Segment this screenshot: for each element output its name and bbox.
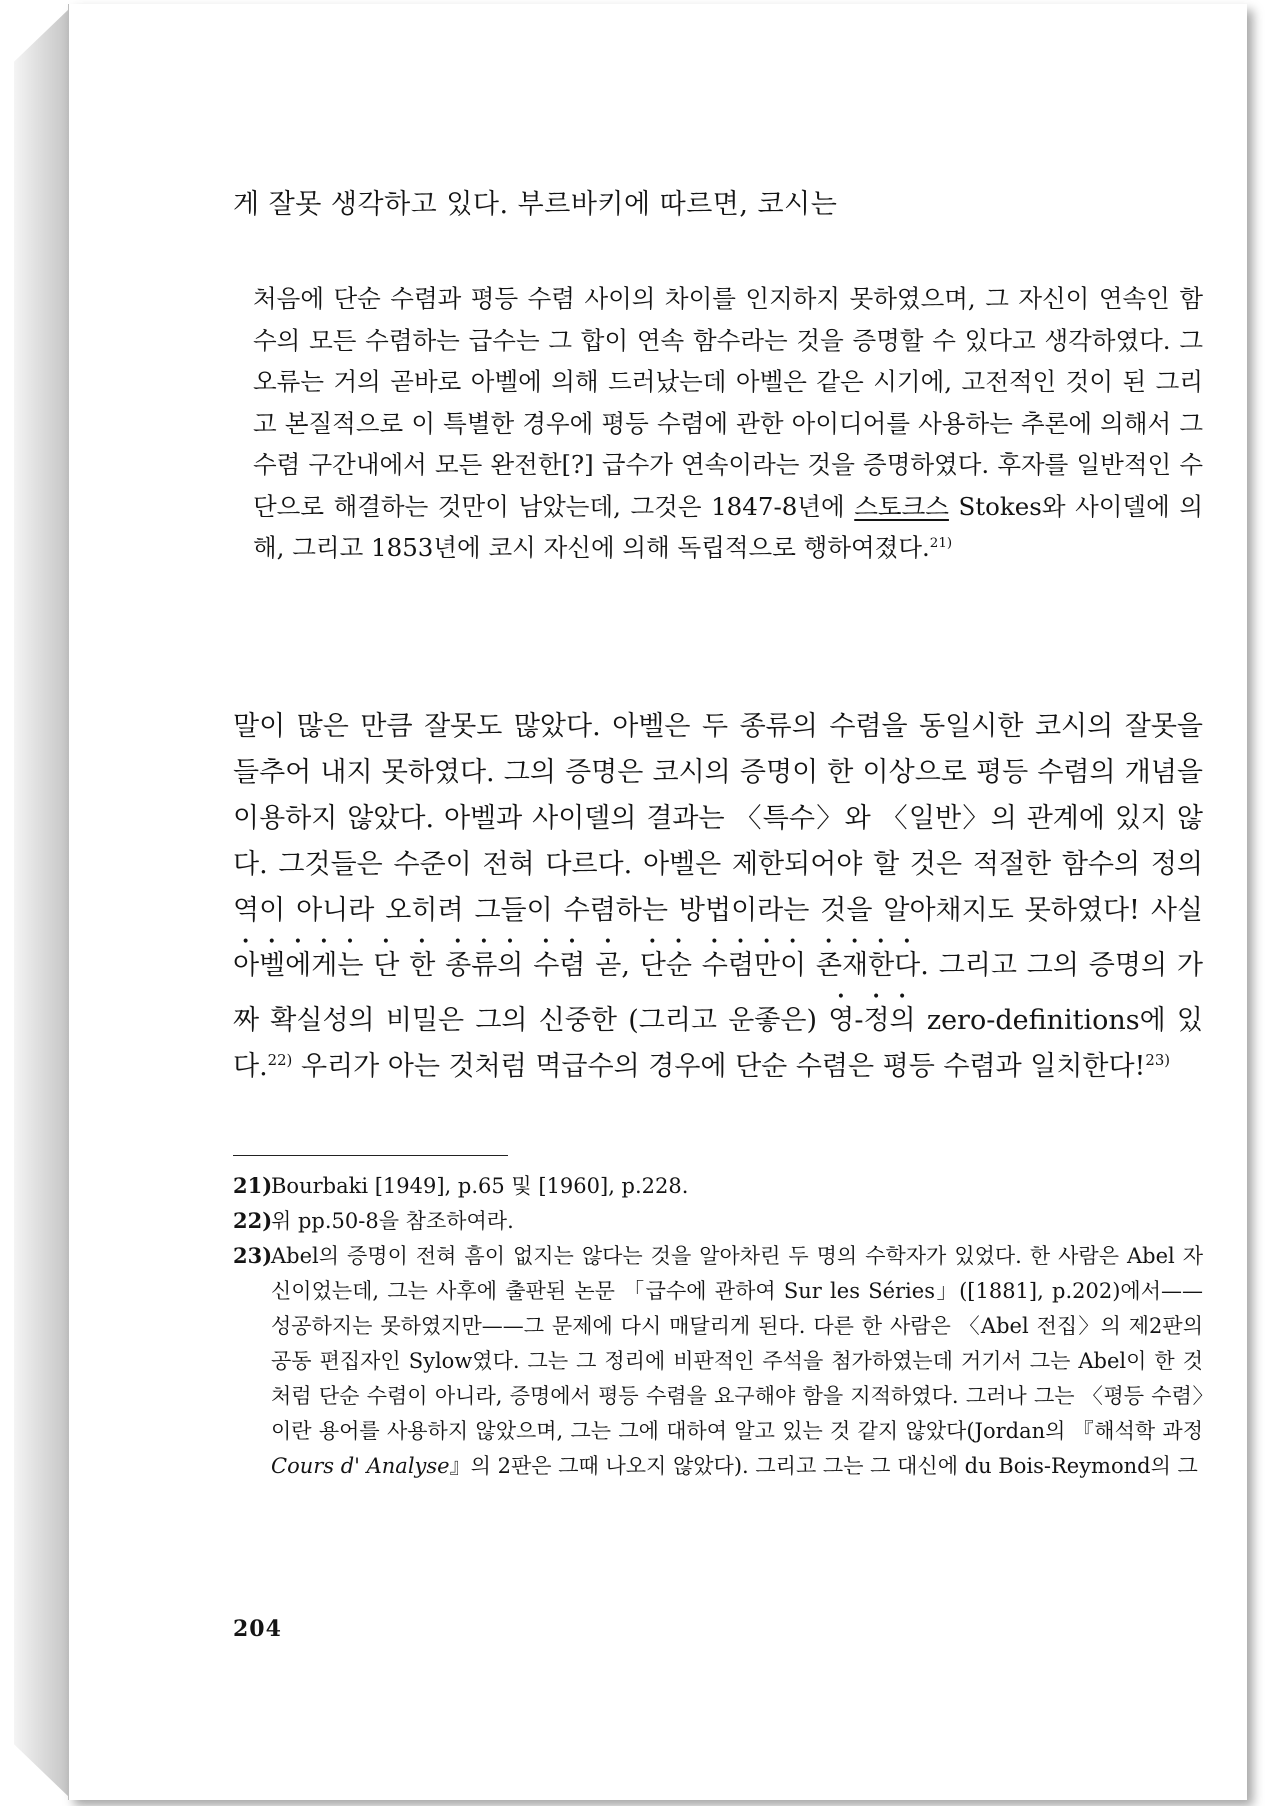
main-text-3: zero-definitions에 있다. — [233, 1005, 1204, 1082]
quote-text-1: 처음에 단순 수렴과 평등 수렴 사이의 차이를 인지하지 못하였으며, 그 자신이 연속인 함수의 모든 수렴하는 급수는 그 합이 연속 함수라는 것을 증명할 수 있다고 생각하였다. 그 오류는 거의 곧바로 아벨에 의해 드러났는데 아벨은 같은 시기에, 고전적인 것이 된 그리고 본질적으로 이 특별한 경우에 평등 수렴에 관한 아이디어를 사용하는 추론에 의해서 그 수렴 구간내에서 모든 완전한[?] 급수가 연속이라는 것을 증명하였다. 후자를 일반적인 수단으로 해결하는 것만이 남았는데, 그것은 1847-8년에 — [253, 284, 1203, 521]
footnote-text-2: 』의 2판은 그때 나오지 않았다). 그리고 그는 그 대신에 du Bois-Reymond의 그 — [449, 1454, 1198, 1478]
footnote-23 — [233, 1238, 1203, 1484]
footnote-21 — [233, 1168, 1203, 1204]
block-quote — [253, 278, 1203, 569]
footnote-ref-23: 23) — [1145, 1051, 1171, 1069]
quote-stokes-underlined: 스토크스 — [854, 491, 949, 521]
book-spine-edge — [14, 8, 70, 1798]
page-number: 204 — [233, 1616, 282, 1642]
book-page — [68, 4, 1247, 1800]
footnote-number: 22) — [233, 1208, 273, 1233]
footnote-number: 23) — [233, 1243, 273, 1268]
main-emphasis-2: 영-정의 — [828, 1005, 916, 1036]
main-text-1: 말이 많은 만큼 잘못도 많았다. 아벨은 두 종류의 수렴을 동일시한 코시의 잘못을 들추어 내지 못하였다. 그의 증명은 코시의 증명이 한 이상으로 평등 수렴의 개념을 이용하지 않았다. 아벨과 사이델의 결과는 〈특수〉와 〈일반〉의 관계에 있지 않다. 그것들은 수준이 전혀 다르다. 아벨은 제한되어야 할 것은 적절한 함수의 정의역이 아니라 오히려 그들이 수렴하는 방법이라는 것을 알아채지도 못하였다! 사실 — [233, 711, 1203, 926]
quote-text-2: Stokes와 사이델에 의해, 그리고 1853년에 코시 자신에 의해 독립적으로 행하여졌다. — [253, 491, 1204, 562]
footnote-text-1: Abel의 증명이 전혀 흠이 없지는 않다는 것을 알아차린 두 명의 수학자가 있었다. 한 사람은 Abel 자신이었는데, 그는 사후에 출판된 논문 「급수에 관하여 Sur les Séries」([1881], p.202)에서——성공하지는 못하였지만——그 문제에 다시 매달리게 된다. 다른 한 사람은 〈Abel 전집〉의 제2판의 공동 편집자인 Sylow였다. 그는 그 정리에 비판적인 주석을 첨가하였는데 거기서 그는 Abel이 한 것처럼 단순 수렴이 아니라, 증명에서 평등 수렴을 요구해야 함을 지적하였다. 그러나 그는 〈평등 수렴〉이란 용어를 사용하지 않았으며, 그는 그에 대하여 알고 있는 것 같지 않았다(Jordan의 『해석학 과정 — [271, 1244, 1203, 1443]
footnote-italic-title: Cours d' Analyse — [271, 1454, 450, 1478]
footnote-number: 21) — [233, 1173, 273, 1198]
footnote-text: Bourbaki [1949], p.65 및 [1960], p.228. — [271, 1174, 689, 1198]
footnote-ref-21: 21) — [929, 534, 953, 551]
main-text-4: 우리가 아는 것처럼 멱급수의 경우에 단순 수렴은 평등 수렴과 일치한다! — [292, 1051, 1146, 1082]
main-text-2: . 그리고 그의 증명의 가짜 확실성의 비밀은 그의 신중한 (그리고 운좋은) — [233, 950, 1203, 1036]
main-paragraph — [233, 704, 1203, 1090]
intro-line: 게 잘못 생각하고 있다. 부르바키에 따르면, 코시는 — [233, 189, 838, 220]
main-emphasis-1: 아벨에게는 단 한 종류의 수렴 곧, 단순 수렴만이 존재한다 — [233, 950, 921, 981]
footnote-ref-22: 22) — [267, 1051, 293, 1069]
footnote-text: 위 pp.50-8을 참조하여라. — [271, 1209, 514, 1233]
footnote-22 — [233, 1203, 1203, 1239]
footnote-separator — [233, 1155, 508, 1156]
